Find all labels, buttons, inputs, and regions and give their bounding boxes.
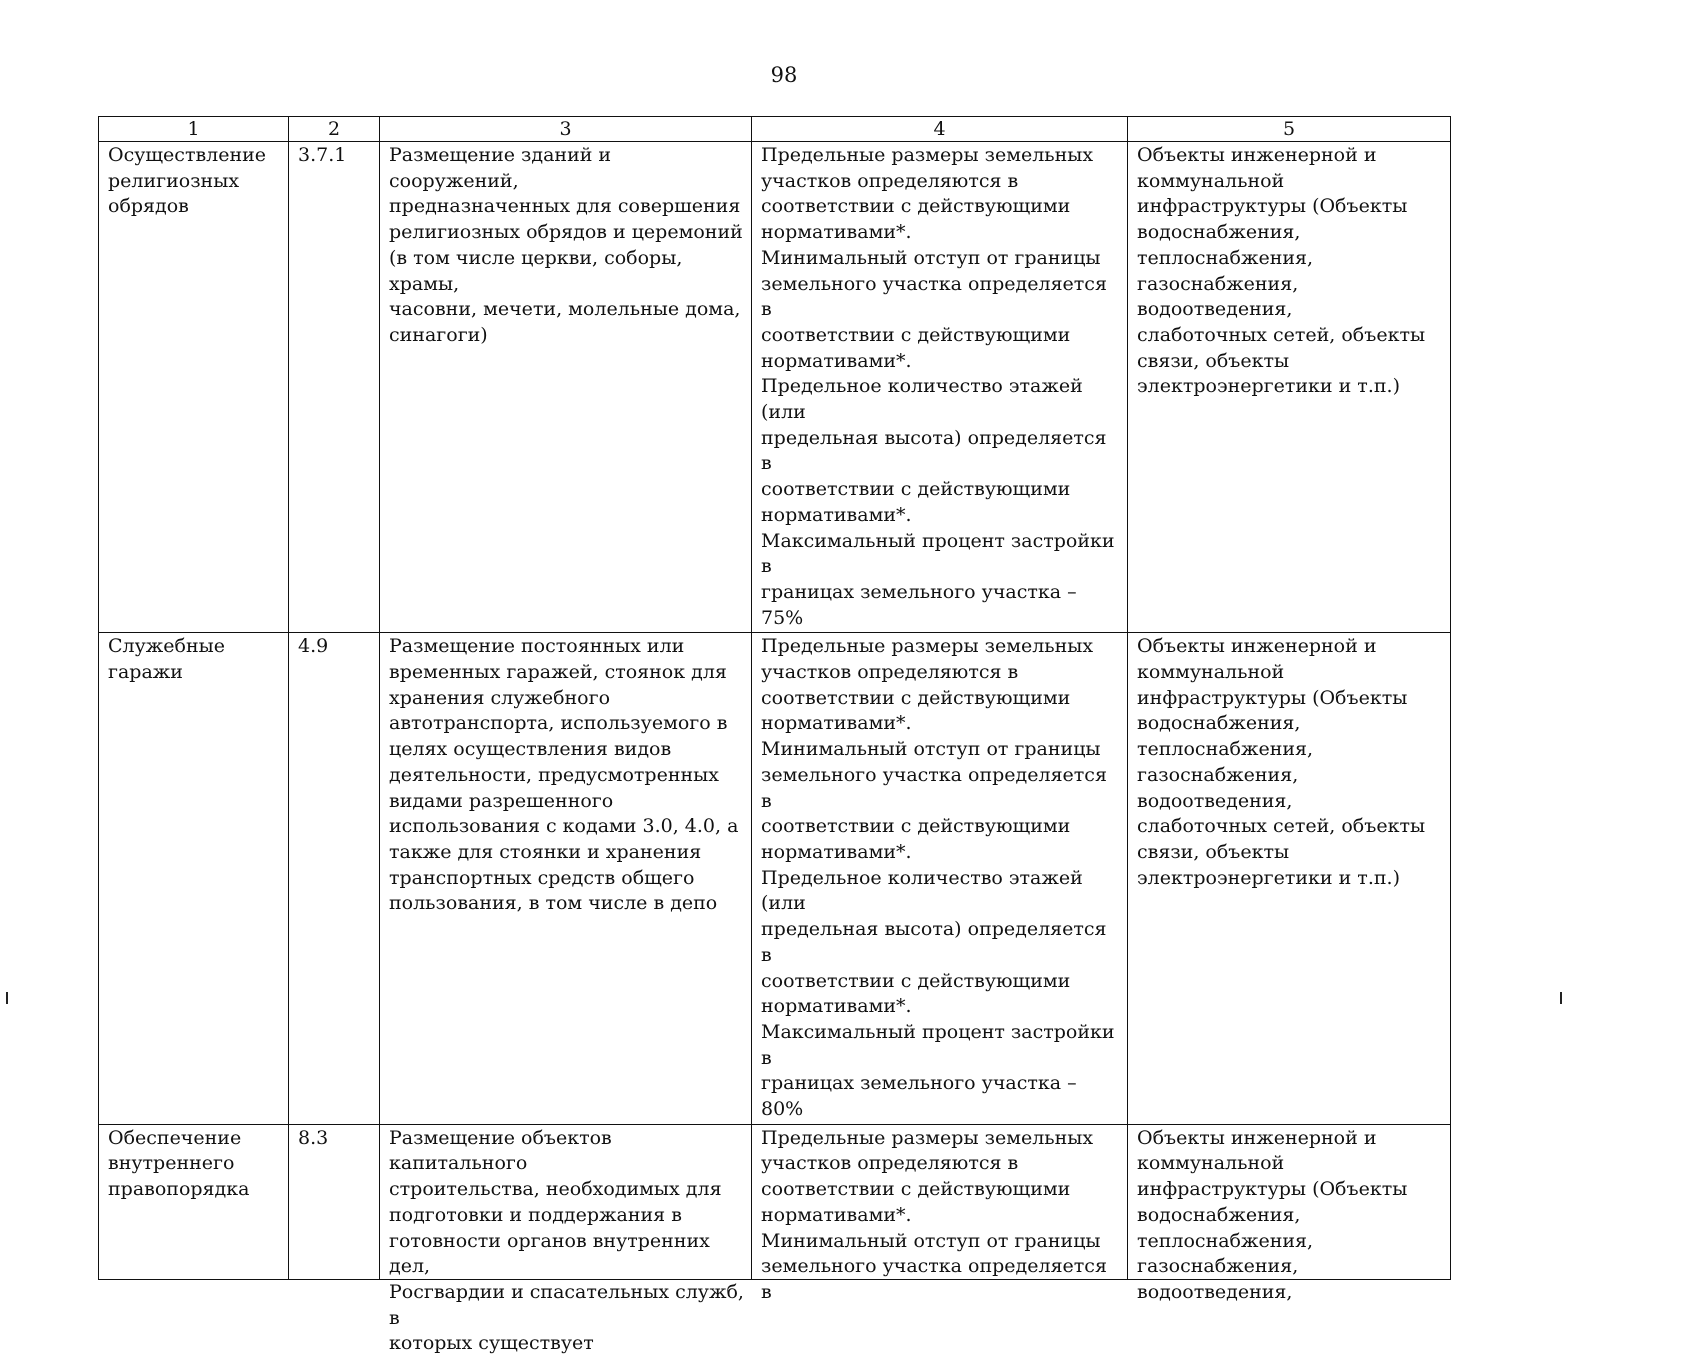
- use-type-name: Служебные гаражи: [99, 633, 289, 1124]
- table-header-row: [99, 117, 1451, 142]
- right-margin-mark: [1560, 992, 1562, 1004]
- use-type-name: [99, 1124, 289, 1279]
- use-type-description: Размещение постоянных или временных гаражей, стоянок для хранения служебного автотранспорта, используемого в целях осуществления видов деятельности, предусмотренных видами разрешенного использования с кодами 3.0, 4.0, а также для стоянки и хранения транспортных средств общего пользования, в том числе в депо: [380, 633, 752, 1124]
- use-type-parameters: Предельные размеры земельных участков определяются в соответствии с действующими нормативами*. Минимальный отступ от границы земельного участка определяется в соответствии с действующими нормативами*. Предельное количество этажей (или предельная высота) определяется в соответствии с действующими нормативами*. Максимальный процент застройки в границах земельного участка – 80%: [752, 633, 1128, 1124]
- use-type-parameters-text: Предельные размеры земельных участков определяются в соответствии с действующими нормативами*. Минимальный отступ от границы земельного участка определяется в: [761, 1126, 1107, 1303]
- page-number: 98: [770, 63, 798, 87]
- use-type-description: [380, 1124, 752, 1355]
- left-margin-mark: [6, 992, 8, 1004]
- table-row: [99, 1124, 1451, 1279]
- use-type-name: Осуществление религиозных обрядов: [99, 142, 289, 633]
- use-type-code: 4.9: [289, 633, 380, 1124]
- header-cell-5: 5: [1128, 117, 1451, 142]
- use-type-description-text: Размещение объектов капитального строительства, необходимых для подготовки и поддержания в готовности органов внутренних дел, Росгвардии и спасательных служб, в которых существует: [389, 1126, 744, 1355]
- use-type-name-text: Обеспечение внутреннего правопорядка: [108, 1126, 250, 1201]
- header-cell-3: 3: [380, 117, 752, 142]
- use-type-code: [289, 1124, 380, 1279]
- use-type-objects: Объекты инженерной и коммунальной инфраструктуры (Объекты водоснабжения, теплоснабжения, газоснабжения, водоотведения, слаботочных сетей, объекты связи, объекты электроэнергетики и т.п.): [1128, 633, 1451, 1124]
- regulations-table: [98, 116, 1451, 1355]
- use-type-parameters: Предельные размеры земельных участков определяются в соответствии с действующими нормативами*. Минимальный отступ от границы земельного участка определяется в соответствии с действующими нормативами*. Предельное количество этажей (или предельная высота) определяется в соответствии с действующими нормативами*. Максимальный процент застройки в границах земельного участка – 75%: [752, 142, 1128, 633]
- use-type-code: 3.7.1: [289, 142, 380, 633]
- header-cell-1: 1: [99, 117, 289, 142]
- use-type-code-text: 8.3: [298, 1126, 329, 1149]
- table-row: [99, 633, 1451, 1124]
- use-type-parameters: [752, 1124, 1128, 1303]
- use-type-objects: Объекты инженерной и коммунальной инфраструктуры (Объекты водоснабжения, теплоснабжения, газоснабжения, водоотведения, слаботочных сетей, объекты связи, объекты электроэнергетики и т.п.): [1128, 142, 1451, 633]
- header-cell-4: 4: [752, 117, 1128, 142]
- table-row: [99, 142, 1451, 633]
- use-type-description: Размещение зданий и сооружений, предназначенных для совершения религиозных обрядов и церемоний (в том числе церкви, соборы, храмы, часовни, мечети, молельные дома, синагоги): [380, 142, 752, 633]
- header-cell-2: 2: [289, 117, 380, 142]
- use-type-objects: [1128, 1124, 1451, 1303]
- use-type-objects-text: Объекты инженерной и коммунальной инфраструктуры (Объекты водоснабжения, теплоснабжения, газоснабжения, водоотведения,: [1137, 1126, 1408, 1303]
